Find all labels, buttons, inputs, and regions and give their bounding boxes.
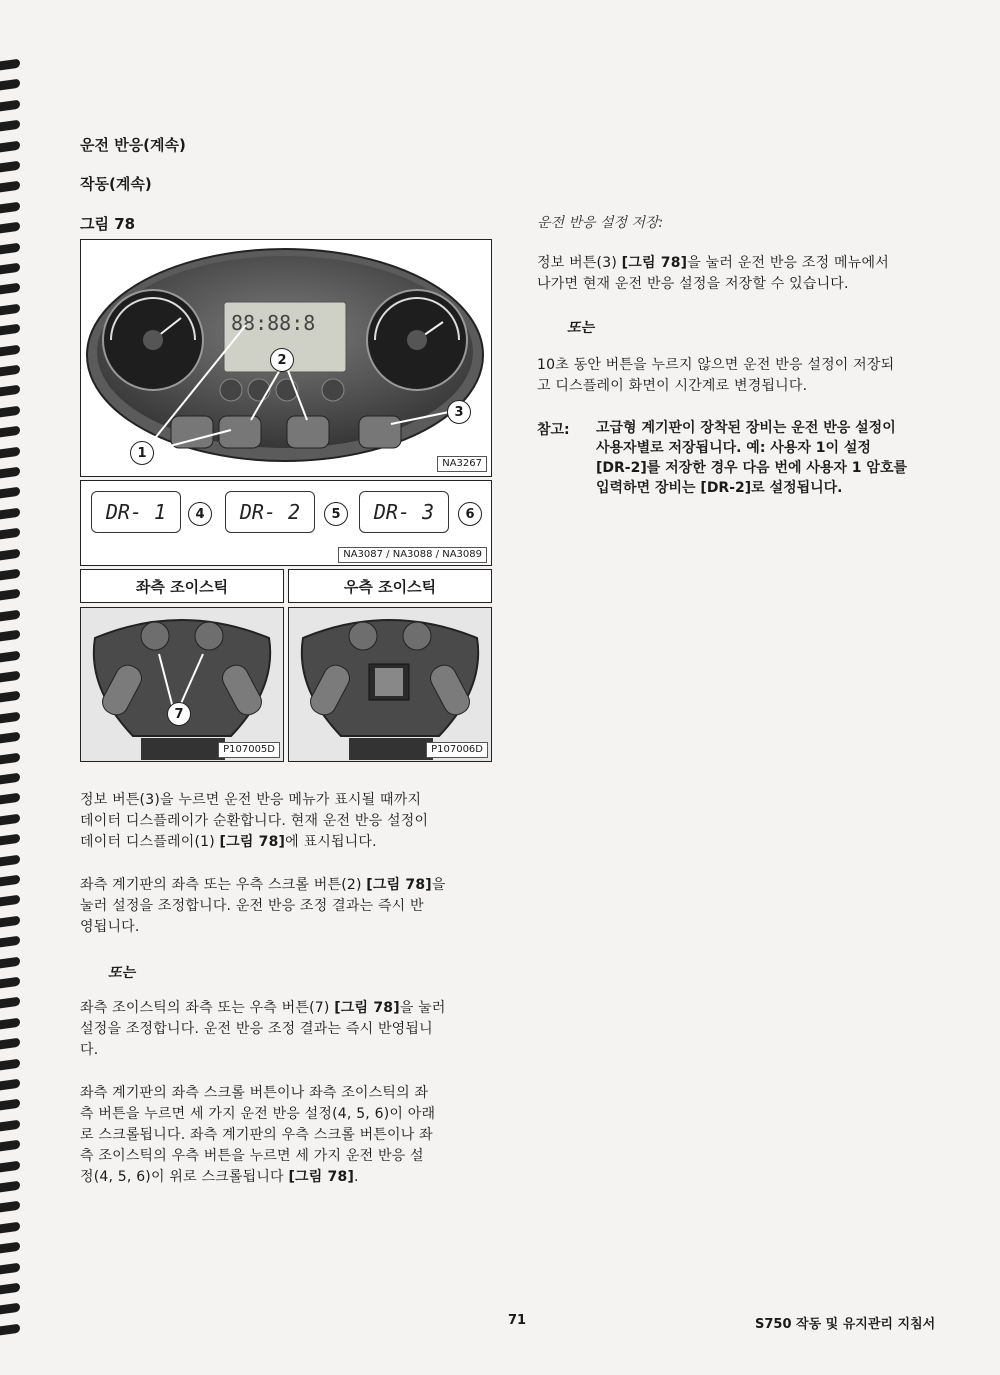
binding-hole bbox=[0, 405, 20, 417]
right-paragraph-2: 10초 동안 버튼을 누르지 않으면 운전 반응 설정이 저장되 고 디스플레이 화면이 시간계로 변경됩니다. bbox=[537, 357, 895, 394]
binding-hole bbox=[0, 915, 20, 927]
binding-hole bbox=[0, 834, 20, 846]
joysticks-figure bbox=[80, 569, 492, 762]
page-number: 71 bbox=[508, 1313, 527, 1328]
note-label: 참고: bbox=[537, 422, 570, 438]
right-joystick-code: P107006D bbox=[426, 742, 488, 758]
binding-hole bbox=[0, 528, 20, 540]
binding-hole bbox=[0, 1160, 20, 1172]
binding-hole bbox=[0, 507, 20, 519]
callout-7: 7 bbox=[167, 702, 191, 726]
binding-hole bbox=[0, 79, 20, 91]
callout-1: 1 bbox=[130, 441, 154, 465]
binding-hole bbox=[0, 1079, 20, 1091]
binding-hole bbox=[0, 895, 20, 907]
left-paragraph-2: 좌측 계기판의 좌측 또는 우측 스크롤 버튼(2) [그림 78]을 눌러 설정을 조정합니다. 운전 반응 조정 결과는 즉시 반 영됩니다. bbox=[80, 877, 446, 935]
callout-6: 6 bbox=[458, 502, 482, 526]
callout-5: 5 bbox=[324, 502, 348, 526]
section-title: 운전 반응(계속) bbox=[80, 136, 186, 154]
figure-label: 그림 78 bbox=[80, 215, 136, 233]
binding-hole bbox=[0, 1119, 20, 1131]
spiral-binding bbox=[0, 60, 26, 1360]
binding-hole bbox=[0, 263, 20, 275]
callout-2: 2 bbox=[270, 348, 294, 372]
binding-hole bbox=[0, 161, 20, 173]
right-joystick-panel bbox=[288, 607, 492, 762]
binding-hole bbox=[0, 1242, 20, 1254]
binding-hole bbox=[0, 1303, 20, 1315]
callout-3: 3 bbox=[447, 400, 471, 424]
binding-hole bbox=[0, 773, 20, 785]
binding-hole bbox=[0, 59, 20, 71]
binding-hole bbox=[0, 1283, 20, 1295]
binding-hole bbox=[0, 609, 20, 621]
binding-hole bbox=[0, 222, 20, 234]
binding-hole bbox=[0, 691, 20, 703]
binding-hole bbox=[0, 1140, 20, 1152]
binding-hole bbox=[0, 589, 20, 601]
binding-hole bbox=[0, 120, 20, 132]
mode-display-3: DR- 3 bbox=[359, 491, 449, 533]
left-paragraph-1: 정보 버튼(3)을 누르면 운전 반응 메뉴가 표시될 때까지 데이터 디스플레이가 순환합니다. 현재 운전 반응 설정이 데이터 디스플레이(1) [그림 78]에 표시됩니다. bbox=[80, 792, 429, 850]
save-settings-title: 운전 반응 설정 저장: bbox=[537, 215, 664, 231]
callout-4: 4 bbox=[188, 502, 212, 526]
left-joystick-illustration bbox=[81, 608, 282, 760]
binding-hole bbox=[0, 1058, 20, 1070]
binding-hole bbox=[0, 1017, 20, 1029]
binding-hole bbox=[0, 201, 20, 213]
binding-hole bbox=[0, 365, 20, 377]
binding-hole bbox=[0, 813, 20, 825]
binding-hole bbox=[0, 140, 20, 152]
manual-title: S750 작동 및 유지관리 지침서 bbox=[755, 1317, 936, 1332]
binding-hole bbox=[0, 446, 20, 458]
right-joystick-title: 우측 조이스틱 bbox=[288, 569, 492, 603]
binding-hole bbox=[0, 1221, 20, 1233]
binding-hole bbox=[0, 936, 20, 948]
binding-hole bbox=[0, 875, 20, 887]
left-paragraph-4: 좌측 계기판의 좌측 스크롤 버튼이나 좌측 조이스틱의 좌 측 버튼을 누르면 세 가지 운전 반응 설정(4, 5, 6)이 아래 로 스크롤됩니다. 좌측 계기판의 우측 스크롤 버튼이나 좌 측 조이스틱의 우측 버튼을 누르면 세 가지 운전 반응 설 정(4, 5, 6)이 위로 스크롤됩니다 [그림 78]. bbox=[80, 1085, 436, 1185]
binding-hole bbox=[0, 732, 20, 744]
binding-hole bbox=[0, 303, 20, 315]
binding-hole bbox=[0, 711, 20, 723]
mode-display-1: DR- 1 bbox=[91, 491, 181, 533]
right-paragraph-1: 정보 버튼(3) [그림 78]을 눌러 운전 반응 조정 메뉴에서 나가면 현재 운전 반응 설정을 저장할 수 있습니다. bbox=[537, 255, 889, 292]
binding-hole bbox=[0, 385, 20, 397]
binding-hole bbox=[0, 752, 20, 764]
binding-hole bbox=[0, 671, 20, 683]
drive-modes-figure bbox=[80, 480, 492, 566]
lcd-text: 88:88:8 bbox=[231, 311, 316, 335]
right-or-text: 또는 bbox=[567, 320, 595, 336]
binding-hole bbox=[0, 1181, 20, 1193]
binding-hole bbox=[0, 344, 20, 356]
binding-hole bbox=[0, 630, 20, 642]
binding-hole bbox=[0, 242, 20, 254]
left-paragraph-3: 좌측 조이스틱의 좌측 또는 우측 버튼(7) [그림 78]을 눌러 설정을 조정합니다. 운전 반응 조정 결과는 즉시 반영됩니 다. bbox=[80, 1000, 446, 1058]
binding-hole bbox=[0, 569, 20, 581]
dashboard-figure bbox=[80, 239, 492, 477]
left-joystick-panel bbox=[80, 607, 284, 762]
binding-hole bbox=[0, 487, 20, 499]
binding-hole bbox=[0, 854, 20, 866]
binding-hole bbox=[0, 467, 20, 479]
binding-hole bbox=[0, 548, 20, 560]
binding-hole bbox=[0, 426, 20, 438]
left-or-text: 또는 bbox=[108, 965, 136, 981]
binding-hole bbox=[0, 283, 20, 295]
binding-hole bbox=[0, 650, 20, 662]
left-joystick-code: P107005D bbox=[218, 742, 280, 758]
binding-hole bbox=[0, 1323, 20, 1335]
binding-hole bbox=[0, 1262, 20, 1274]
binding-hole bbox=[0, 324, 20, 336]
note-body: 고급형 계기판이 장착된 장비는 운전 반응 설정이 사용자별로 저장됩니다. 예: 사용자 1이 설정 [DR-2]를 저장한 경우 다음 번에 사용자 1 암호를 입력하면 장비는 [DR-2]로 설정됩니다. bbox=[596, 420, 907, 496]
right-joystick-illustration bbox=[289, 608, 490, 760]
modes-code: NA3087 / NA3088 / NA3089 bbox=[338, 547, 487, 563]
subsection-title: 작동(계속) bbox=[80, 175, 152, 193]
binding-hole bbox=[0, 956, 20, 968]
binding-hole bbox=[0, 977, 20, 989]
binding-hole bbox=[0, 181, 20, 193]
binding-hole bbox=[0, 793, 20, 805]
binding-hole bbox=[0, 1099, 20, 1111]
binding-hole bbox=[0, 99, 20, 111]
left-joystick-title: 좌측 조이스틱 bbox=[80, 569, 284, 603]
binding-hole bbox=[0, 1038, 20, 1050]
mode-display-2: DR- 2 bbox=[225, 491, 315, 533]
binding-hole bbox=[0, 1201, 20, 1213]
dashboard-code: NA3267 bbox=[437, 456, 487, 472]
binding-hole bbox=[0, 997, 20, 1009]
